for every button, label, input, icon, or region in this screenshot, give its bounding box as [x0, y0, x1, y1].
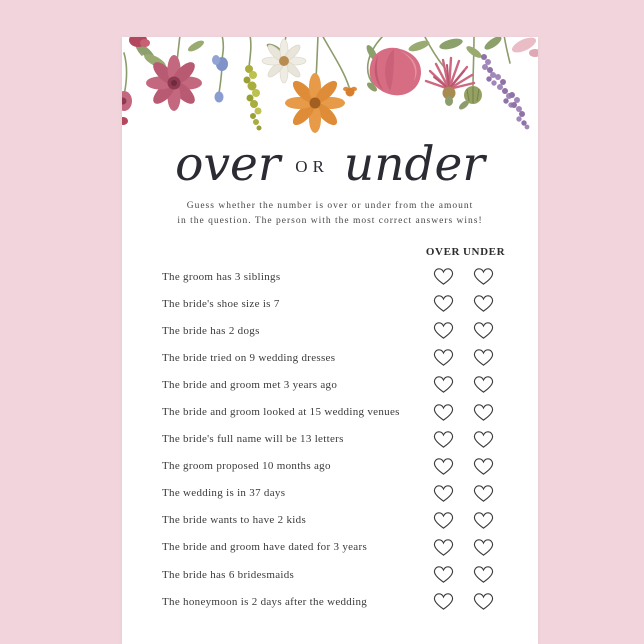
heart-outline-icon — [473, 565, 494, 584]
question-row — [122, 426, 538, 453]
heart-outline-icon — [433, 375, 454, 394]
heart-outline-icon — [433, 565, 454, 584]
question-row — [122, 588, 538, 615]
under-heart-checkbox[interactable] — [463, 484, 503, 503]
heart-outline-icon — [473, 430, 494, 449]
under-heart-checkbox[interactable] — [463, 565, 503, 584]
question-row — [122, 371, 538, 398]
title-word-over: over — [175, 136, 281, 192]
over-column-header: OVER — [425, 246, 461, 258]
question-label: The wedding is in 37 days — [162, 487, 286, 500]
over-heart-checkbox[interactable] — [423, 267, 463, 286]
heart-outline-icon — [433, 484, 454, 503]
orange-daisy — [285, 73, 345, 133]
instructions-line1: Guess whether the number is over or under from the amount — [186, 201, 474, 211]
question-label: The groom has 3 siblings — [162, 270, 281, 283]
heart-outline-icon — [433, 294, 454, 313]
question-label: The bride and groom have dated for 3 years — [162, 541, 368, 554]
under-column-header: UNDER — [463, 246, 506, 258]
over-heart-checkbox[interactable] — [423, 348, 463, 367]
heart-outline-icon — [473, 592, 494, 611]
game-card — [122, 37, 538, 644]
over-heart-checkbox[interactable] — [423, 321, 463, 340]
under-heart-checkbox[interactable] — [463, 430, 503, 449]
question-label: The bride's shoe size is 7 — [162, 297, 280, 310]
under-heart-checkbox[interactable] — [463, 321, 503, 340]
question-label: The bride has 2 dogs — [162, 324, 260, 337]
under-heart-checkbox[interactable] — [463, 403, 503, 422]
instructions-line2: in the question. The person with the most correct answers wins! — [177, 216, 483, 226]
under-heart-checkbox[interactable] — [463, 348, 503, 367]
lavender-sprigs — [481, 54, 529, 129]
under-heart-checkbox[interactable] — [463, 294, 503, 313]
under-heart-checkbox[interactable] — [463, 457, 503, 476]
orange-bud — [343, 87, 357, 97]
question-label: The bride and groom met 3 years ago — [162, 378, 338, 391]
question-row — [122, 263, 538, 290]
over-heart-checkbox[interactable] — [423, 484, 463, 503]
bluebell-flowers — [212, 55, 228, 103]
question-row — [122, 344, 538, 371]
over-heart-checkbox[interactable] — [423, 592, 463, 611]
cosmos-flower — [146, 55, 202, 111]
over-heart-checkbox[interactable] — [423, 375, 463, 394]
header-spacer — [162, 246, 423, 258]
heart-outline-icon — [473, 457, 494, 476]
page-title — [122, 131, 538, 197]
under-heart-checkbox[interactable] — [463, 511, 503, 530]
under-heart-checkbox[interactable] — [463, 267, 503, 286]
under-heart-checkbox[interactable] — [463, 538, 503, 557]
over-heart-checkbox[interactable] — [423, 538, 463, 557]
question-row — [122, 561, 538, 588]
title-conjunction: OR — [295, 157, 329, 176]
heart-outline-icon — [433, 348, 454, 367]
heart-outline-icon — [433, 321, 454, 340]
column-headers — [122, 246, 538, 258]
heart-outline-icon — [473, 267, 494, 286]
heart-outline-icon — [473, 511, 494, 530]
heart-outline-icon — [473, 348, 494, 367]
question-label: The bride and groom looked at 15 wedding venues — [162, 406, 400, 419]
over-heart-checkbox[interactable] — [423, 430, 463, 449]
pink-leaf — [510, 37, 538, 57]
heart-outline-icon — [433, 403, 454, 422]
instructions — [122, 199, 538, 229]
heart-outline-icon — [433, 430, 454, 449]
over-heart-checkbox[interactable] — [423, 457, 463, 476]
under-heart-checkbox[interactable] — [463, 375, 503, 394]
heart-outline-icon — [473, 484, 494, 503]
question-label: The groom proposed 10 months ago — [162, 460, 331, 473]
bud-flower — [129, 37, 150, 47]
question-label: The bride tried on 9 wedding dresses — [162, 351, 336, 364]
question-row — [122, 398, 538, 425]
heart-outline-icon — [433, 538, 454, 557]
question-label: The honeymoon is 2 days after the wedding — [162, 595, 368, 608]
title-word-under: under — [343, 136, 485, 192]
green-pod — [464, 86, 482, 104]
heart-outline-icon — [473, 321, 494, 340]
over-heart-checkbox[interactable] — [423, 565, 463, 584]
heart-outline-icon — [473, 294, 494, 313]
heart-outline-icon — [473, 403, 494, 422]
heart-outline-icon — [433, 267, 454, 286]
heart-outline-icon — [473, 375, 494, 394]
over-heart-checkbox[interactable] — [423, 294, 463, 313]
over-heart-checkbox[interactable] — [423, 511, 463, 530]
question-row — [122, 317, 538, 344]
white-daisy — [262, 39, 306, 83]
question-row — [122, 507, 538, 534]
question-label: The bride wants to have 2 kids — [162, 514, 307, 527]
heart-outline-icon — [433, 457, 454, 476]
question-label: The bride's full name will be 13 letters — [162, 433, 344, 446]
question-row — [122, 534, 538, 561]
questions-list — [122, 263, 538, 615]
over-heart-checkbox[interactable] — [423, 403, 463, 422]
question-row — [122, 480, 538, 507]
heart-outline-icon — [473, 538, 494, 557]
poppy-flower — [370, 48, 421, 96]
under-heart-checkbox[interactable] — [463, 592, 503, 611]
heart-outline-icon — [433, 592, 454, 611]
left-edge-blooms — [122, 91, 132, 125]
chartreuse-spike — [244, 65, 262, 131]
question-row — [122, 290, 538, 317]
question-row — [122, 453, 538, 480]
question-label: The bride has 6 bridesmaids — [162, 568, 295, 581]
heart-outline-icon — [433, 511, 454, 530]
